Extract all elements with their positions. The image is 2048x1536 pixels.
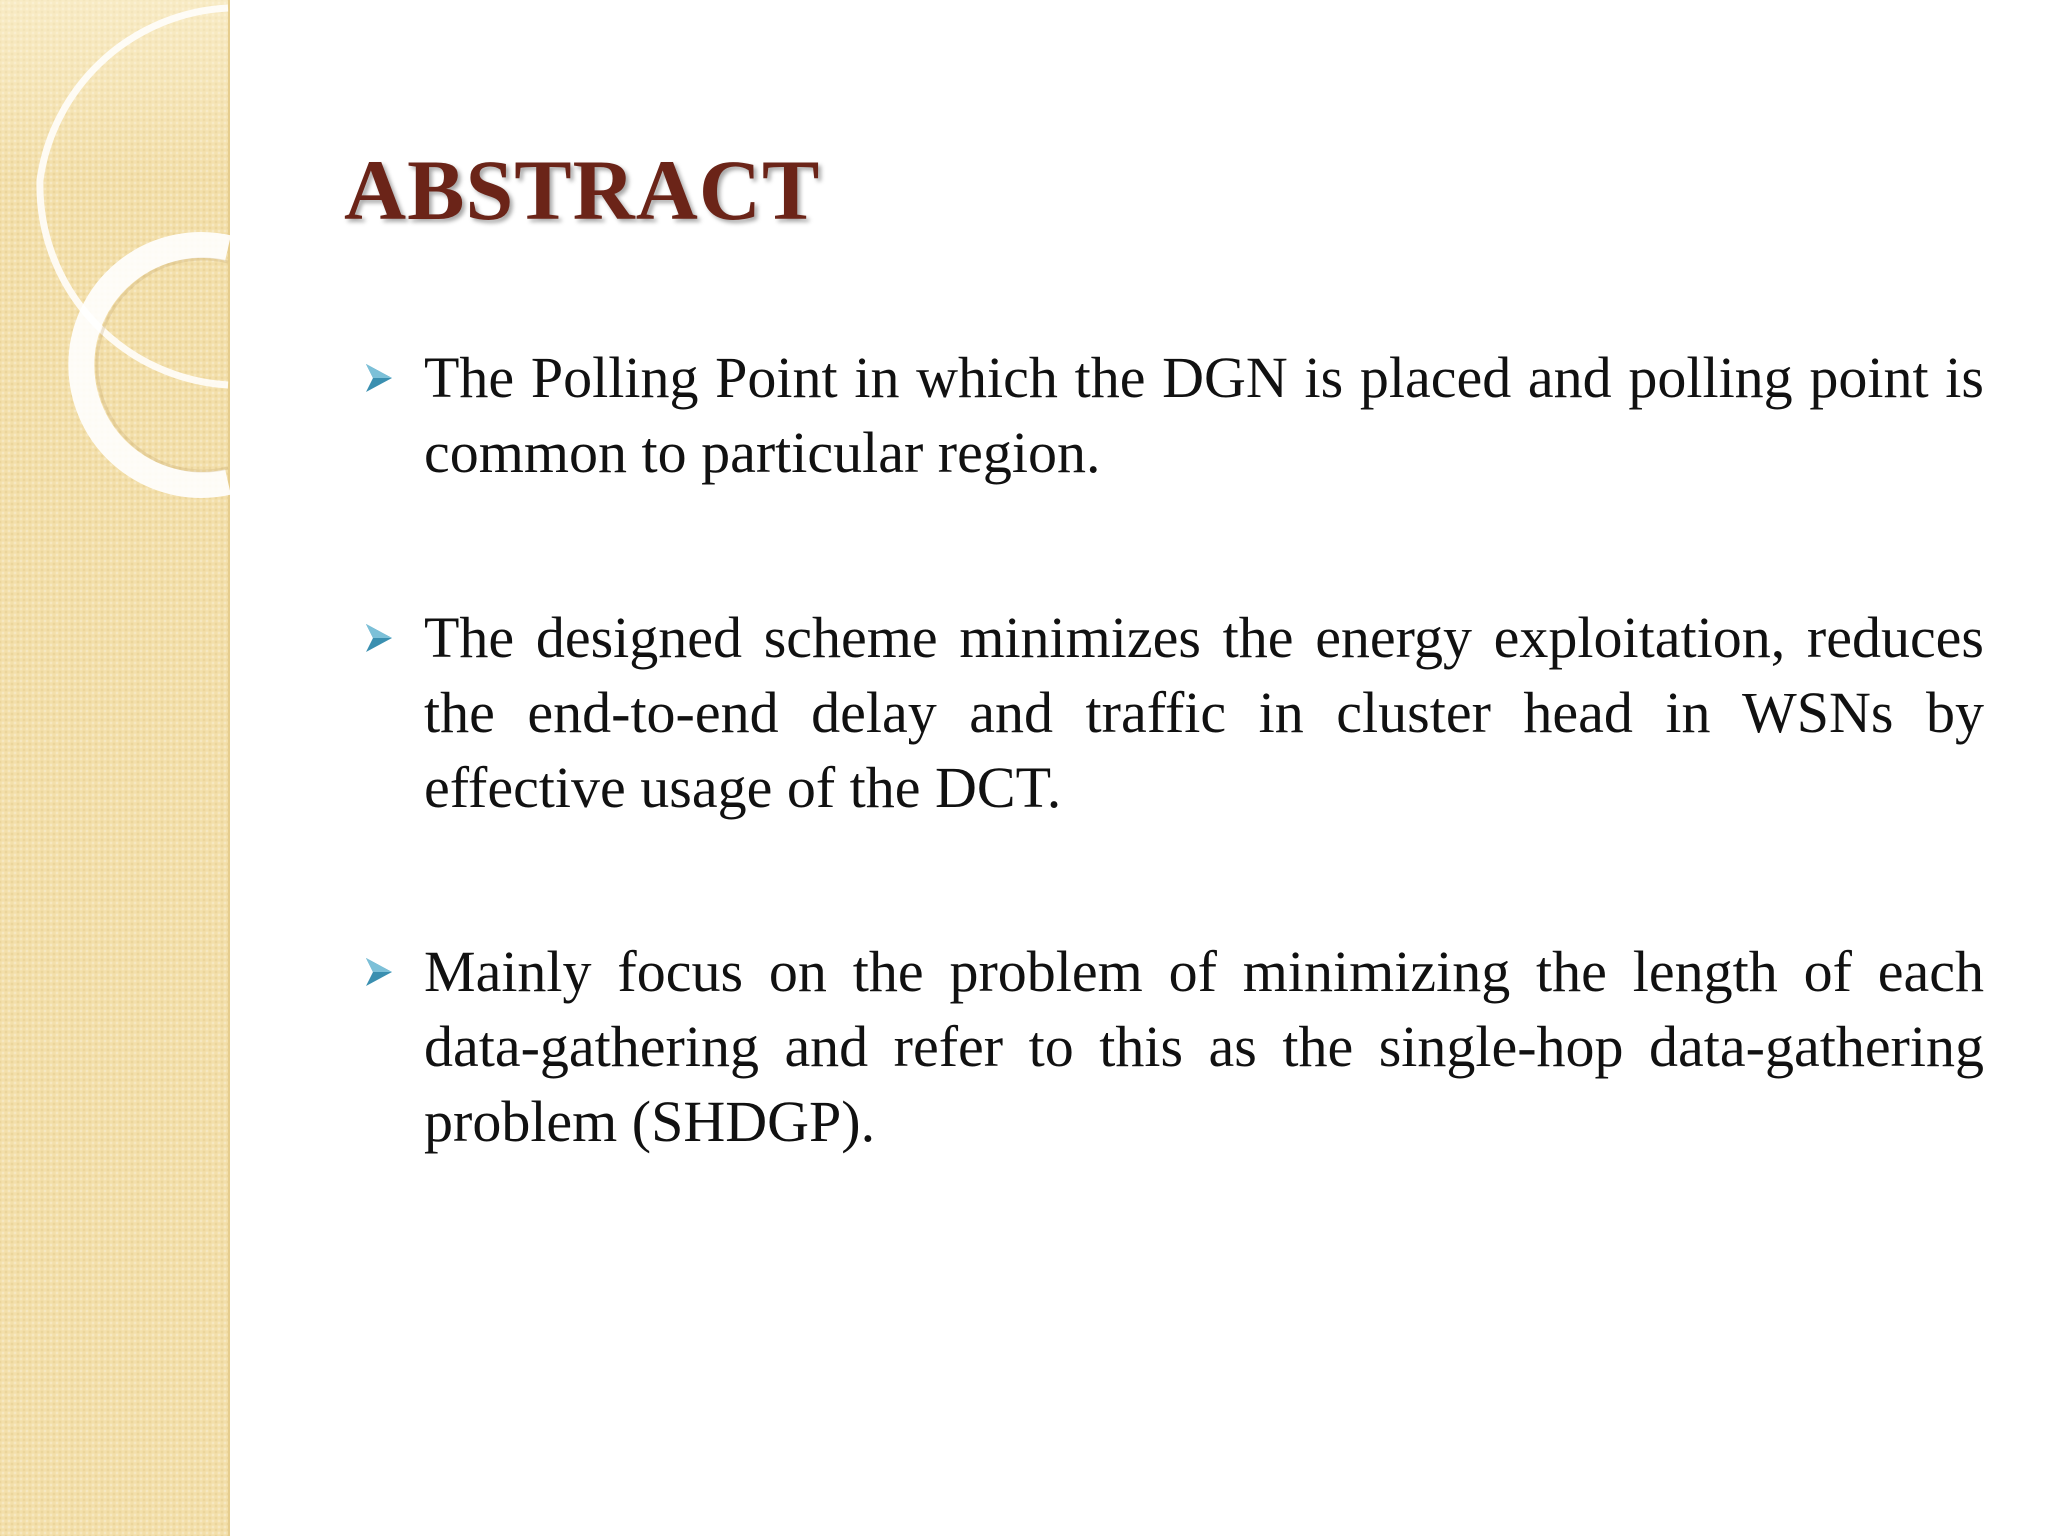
bullet-text: Mainly focus on the problem of minimizing the length of each data-gathering and refer to this as the single-hop data-gathering problem (SHDGP). — [424, 939, 1984, 1154]
bullet-item — [364, 934, 1984, 1159]
large-ring-arc — [40, 8, 228, 385]
bullet-text: The Polling Point in which the DGN is placed and polling point is common to particular region. — [424, 345, 1984, 485]
bullet-item — [364, 600, 1984, 825]
bullet-item — [364, 340, 1984, 490]
arrowhead-bullet-icon — [364, 934, 424, 1009]
slide-title: ABSTRACT — [344, 142, 821, 238]
arrowhead-bullet-icon — [364, 340, 424, 415]
bullet-text: The designed scheme minimizes the energy exploitation, reduces the end-to-end delay and traffic in cluster head in WSNs by effective usage of the DCT. — [424, 605, 1984, 820]
arrowhead-bullet-icon — [364, 600, 424, 675]
decorative-rings — [0, 0, 260, 520]
